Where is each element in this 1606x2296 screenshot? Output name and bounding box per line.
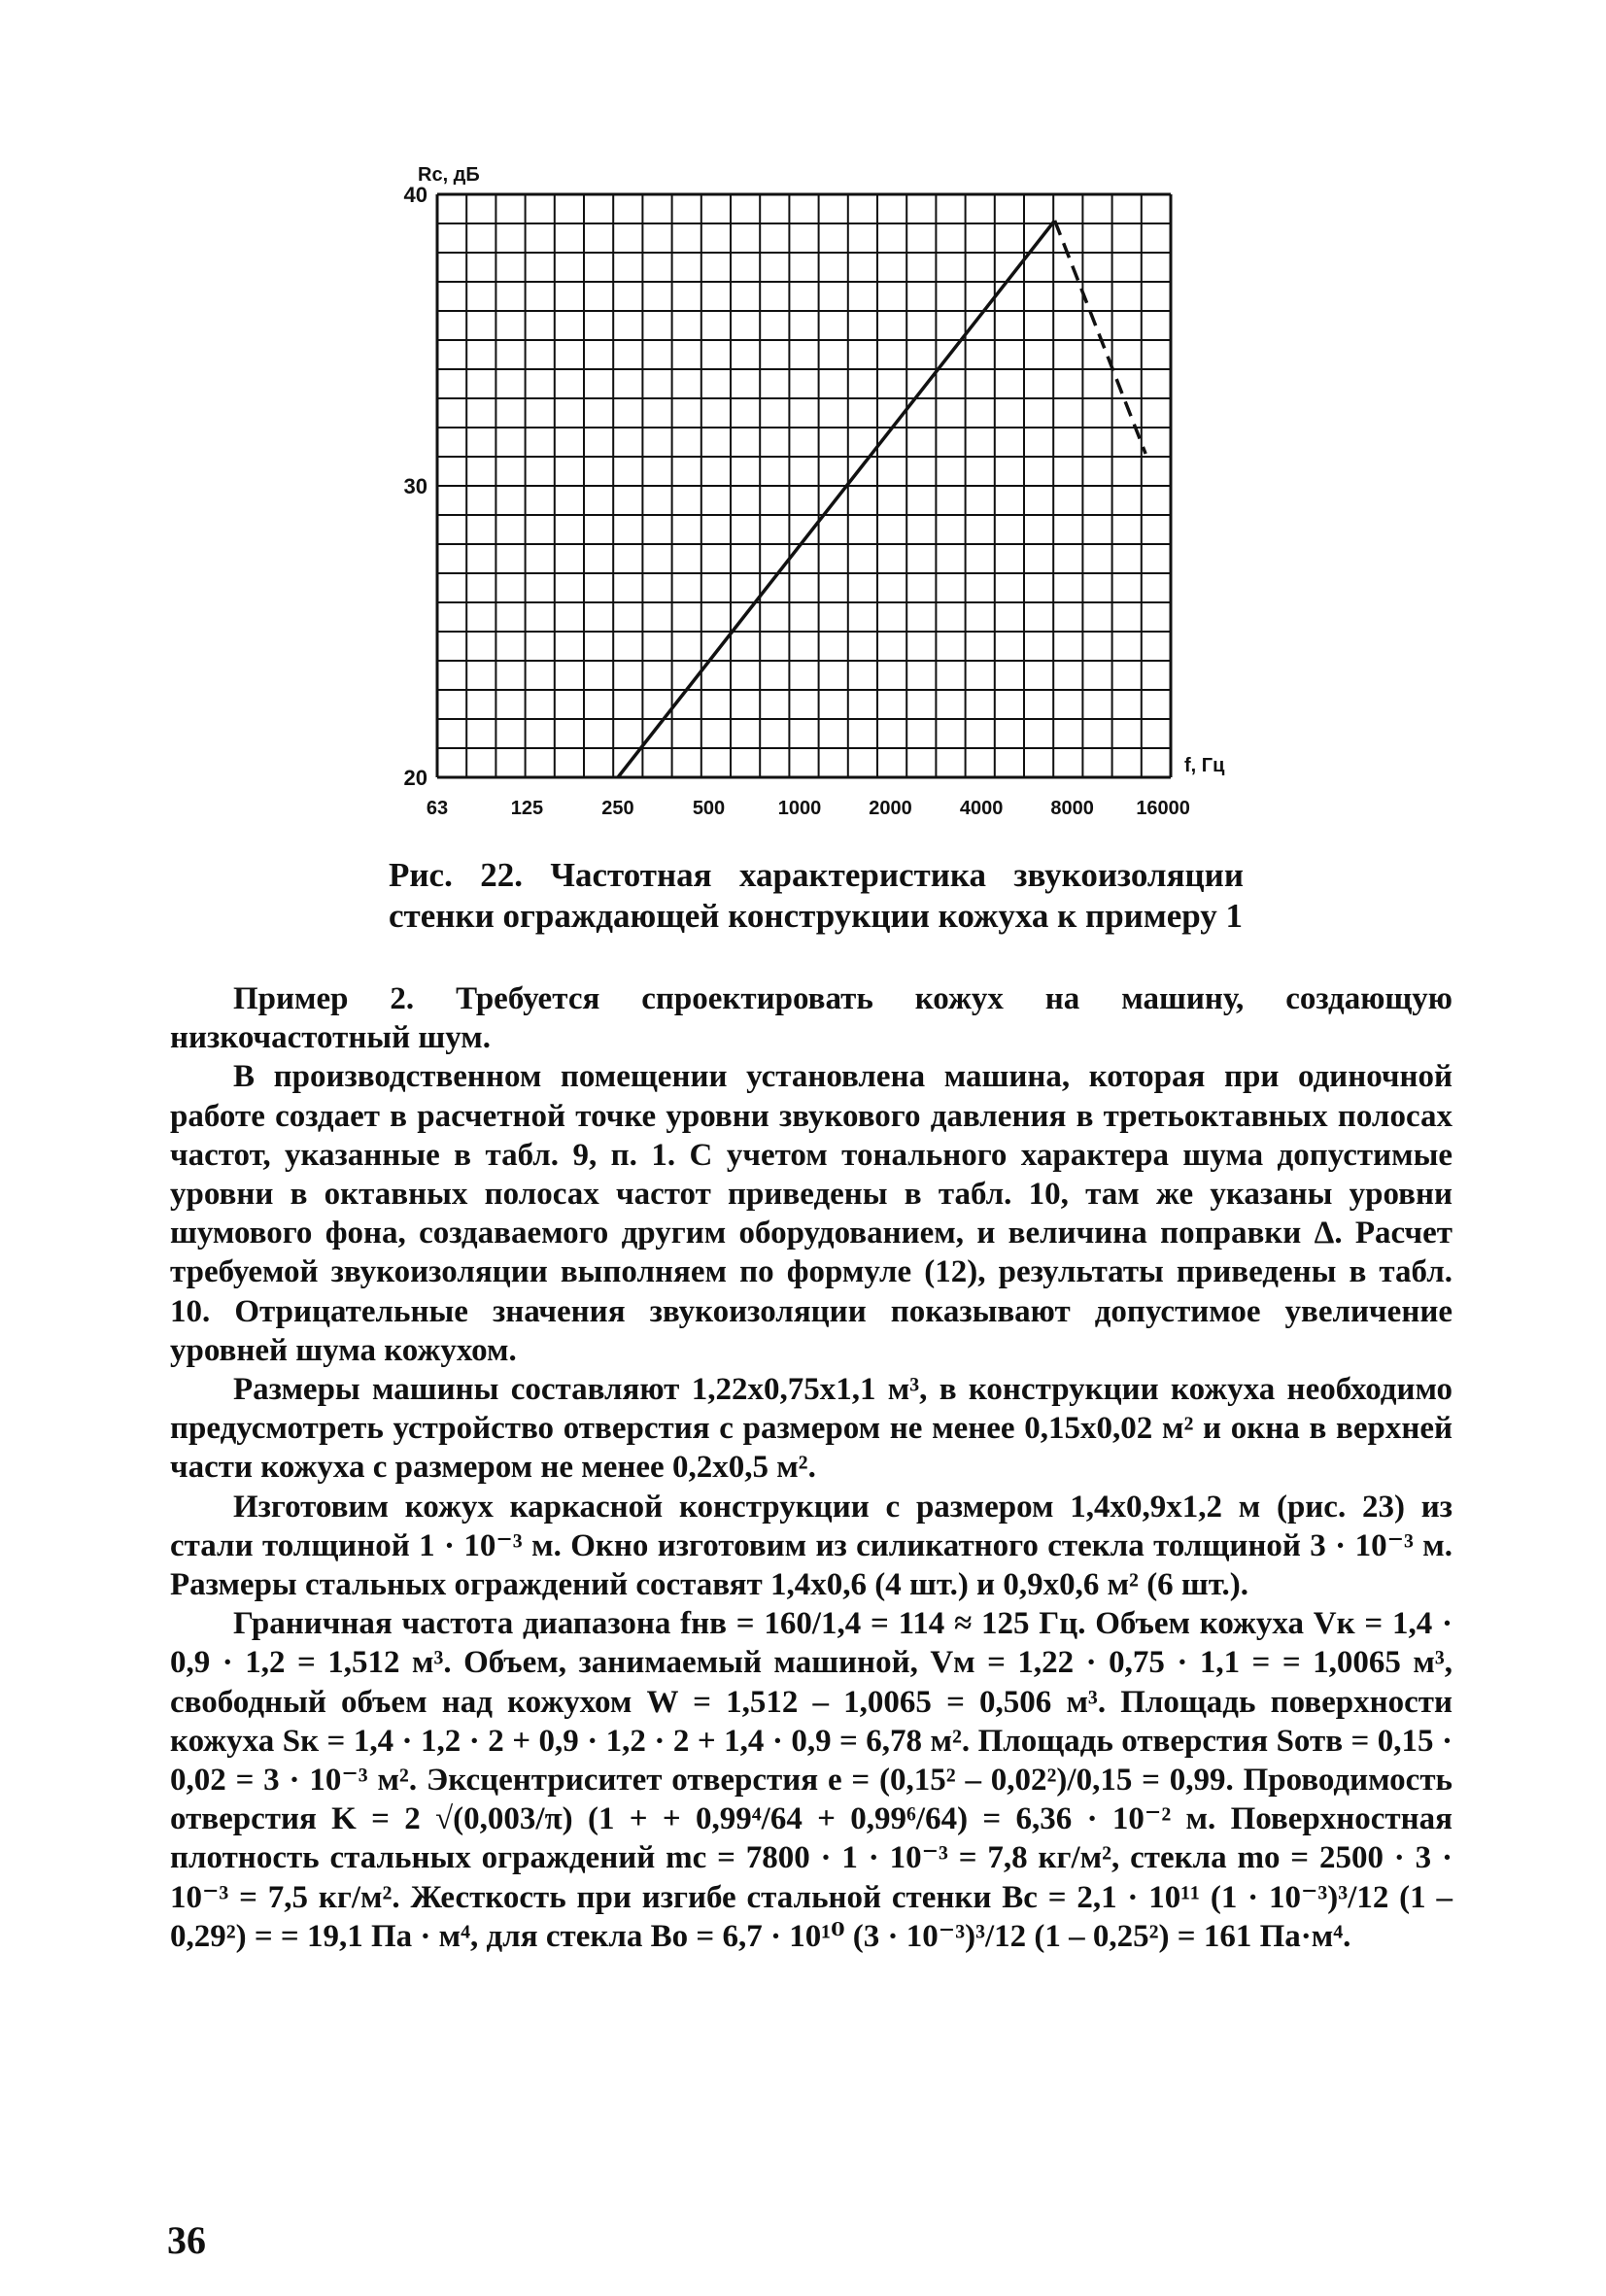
y-tick-label: 40: [403, 183, 427, 207]
paragraph-text: Требуется спроектировать кожух на машину, создающую низкочастотный шум.: [170, 981, 1452, 1056]
paragraph-3: Размеры машины составляют 1,22x0,75x1,1 м³, в конструкции кожуха необходимо предусмотреть устройство отверстия с размером не менее 0,15x0,02 м² и окна в верхней части кожуха с размером не менее 0,2x0,5 м².: [170, 1372, 1452, 1486]
x-tick-label: 2000: [869, 798, 912, 819]
x-axis-label: f, Гц: [1184, 755, 1225, 776]
x-tick-label: 4000: [959, 798, 1004, 819]
body-text: [170, 979, 1452, 1956]
x-tick-label: 500: [692, 798, 726, 819]
x-tick-label: 16000: [1136, 798, 1190, 819]
series-line-2: [1055, 221, 1146, 454]
figure-22: [389, 155, 1263, 836]
y-tick-label: 20: [403, 766, 427, 790]
example-lead: Пример 2.: [233, 981, 415, 1016]
series-line-1: [618, 221, 1055, 777]
paragraph-1: [170, 979, 1452, 1057]
x-tick-label: 125: [510, 798, 544, 819]
paragraph-4: Изготовим кожух каркасной конструкции с размером 1,4x0,9x1,2 м (рис. 23) из стали толщиной 1 · 10⁻³ м. Окно изготовим из силикатного стекла толщиной 3 · 10⁻³ м. Размеры стальных ограждений составят 1,4x0,6 (4 шт.) и 0,9x0,6 м² (6 шт.).: [170, 1489, 1452, 1603]
paragraph-2: В производственном помещении установлена машина, которая при одиночной работе создает в расчетной точке уровни звукового давления в третьоктавных полосах частот, указанные в табл. 9, п. 1. С учетом тонального характера шума допустимые уровни в октавных полосах частот приведены в табл. 10, там же указаны уровни шумового фона, создаваемого другим оборудованием, и величина поправки Δ. Расчет требуемой звукоизоляции выполняем по формуле (12), результаты приведены в табл. 10. Отрицательные значения звукоизоляции показывают допустимое увеличение уровней шума кожухом.: [170, 1059, 1452, 1368]
y-axis-label: Rc, дБ: [418, 164, 480, 186]
y-tick-label: 30: [403, 474, 427, 498]
x-tick-label: 63: [426, 798, 449, 819]
figure-caption: Рис. 22. Частотная характеристика звукоизоляции стенки ограждающей конструкции кожуха к примеру 1: [389, 856, 1244, 935]
x-tick-label: 250: [601, 798, 634, 819]
page-number: 36: [167, 2218, 206, 2262]
x-tick-label: 1000: [777, 798, 822, 819]
x-tick-label: 8000: [1050, 798, 1094, 819]
paragraph-5: Граничная частота диапазона fнв = 160/1,4 = 114 ≈ 125 Гц. Объем кожуха Vк = 1,4 · 0,9 · 1,2 = 1,512 м³. Объем, занимаемый машиной, Vм = 1,22 · 0,75 · 1,1 = = 1,0065 м³, свободный объем над кожухом W = 1,512 – 1,0065 = 0,506 м³. Площадь поверхности кожуха Sк = 1,4 · 1,2 · 2 + 0,9 · 1,2 · 2 + 1,4 · 0,9 = 6,78 м². Площадь отверстия Sотв = 0,15 · 0,02 = 3 · 10⁻³ м². Эксцентриситет отверстия e = (0,15² – 0,02²)/0,15 = 0,99. Проводимость отверстия K = 2 √(0,003/π) (1 + + 0,99⁴/64 + 0,99⁶/64) = 6,36 · 10⁻² м. Поверхностная плотность стальных ограждений mc = 7800 · 1 · 10⁻³ = 7,8 кг/м², стекла mo = 2500 · 3 · 10⁻³ = 7,5 кг/м². Жесткость при изгибе стальной стенки Bc = 2,1 · 10¹¹ (1 · 10⁻³)³/12 (1 – 0,29²) = = 19,1 Па · м⁴, для стекла Bo = 6,7 · 10¹⁰ (3 · 10⁻³)³/12 (1 – 0,25²) = 161 Па·м⁴.: [170, 1606, 1452, 1954]
frequency-chart: [389, 155, 1263, 836]
